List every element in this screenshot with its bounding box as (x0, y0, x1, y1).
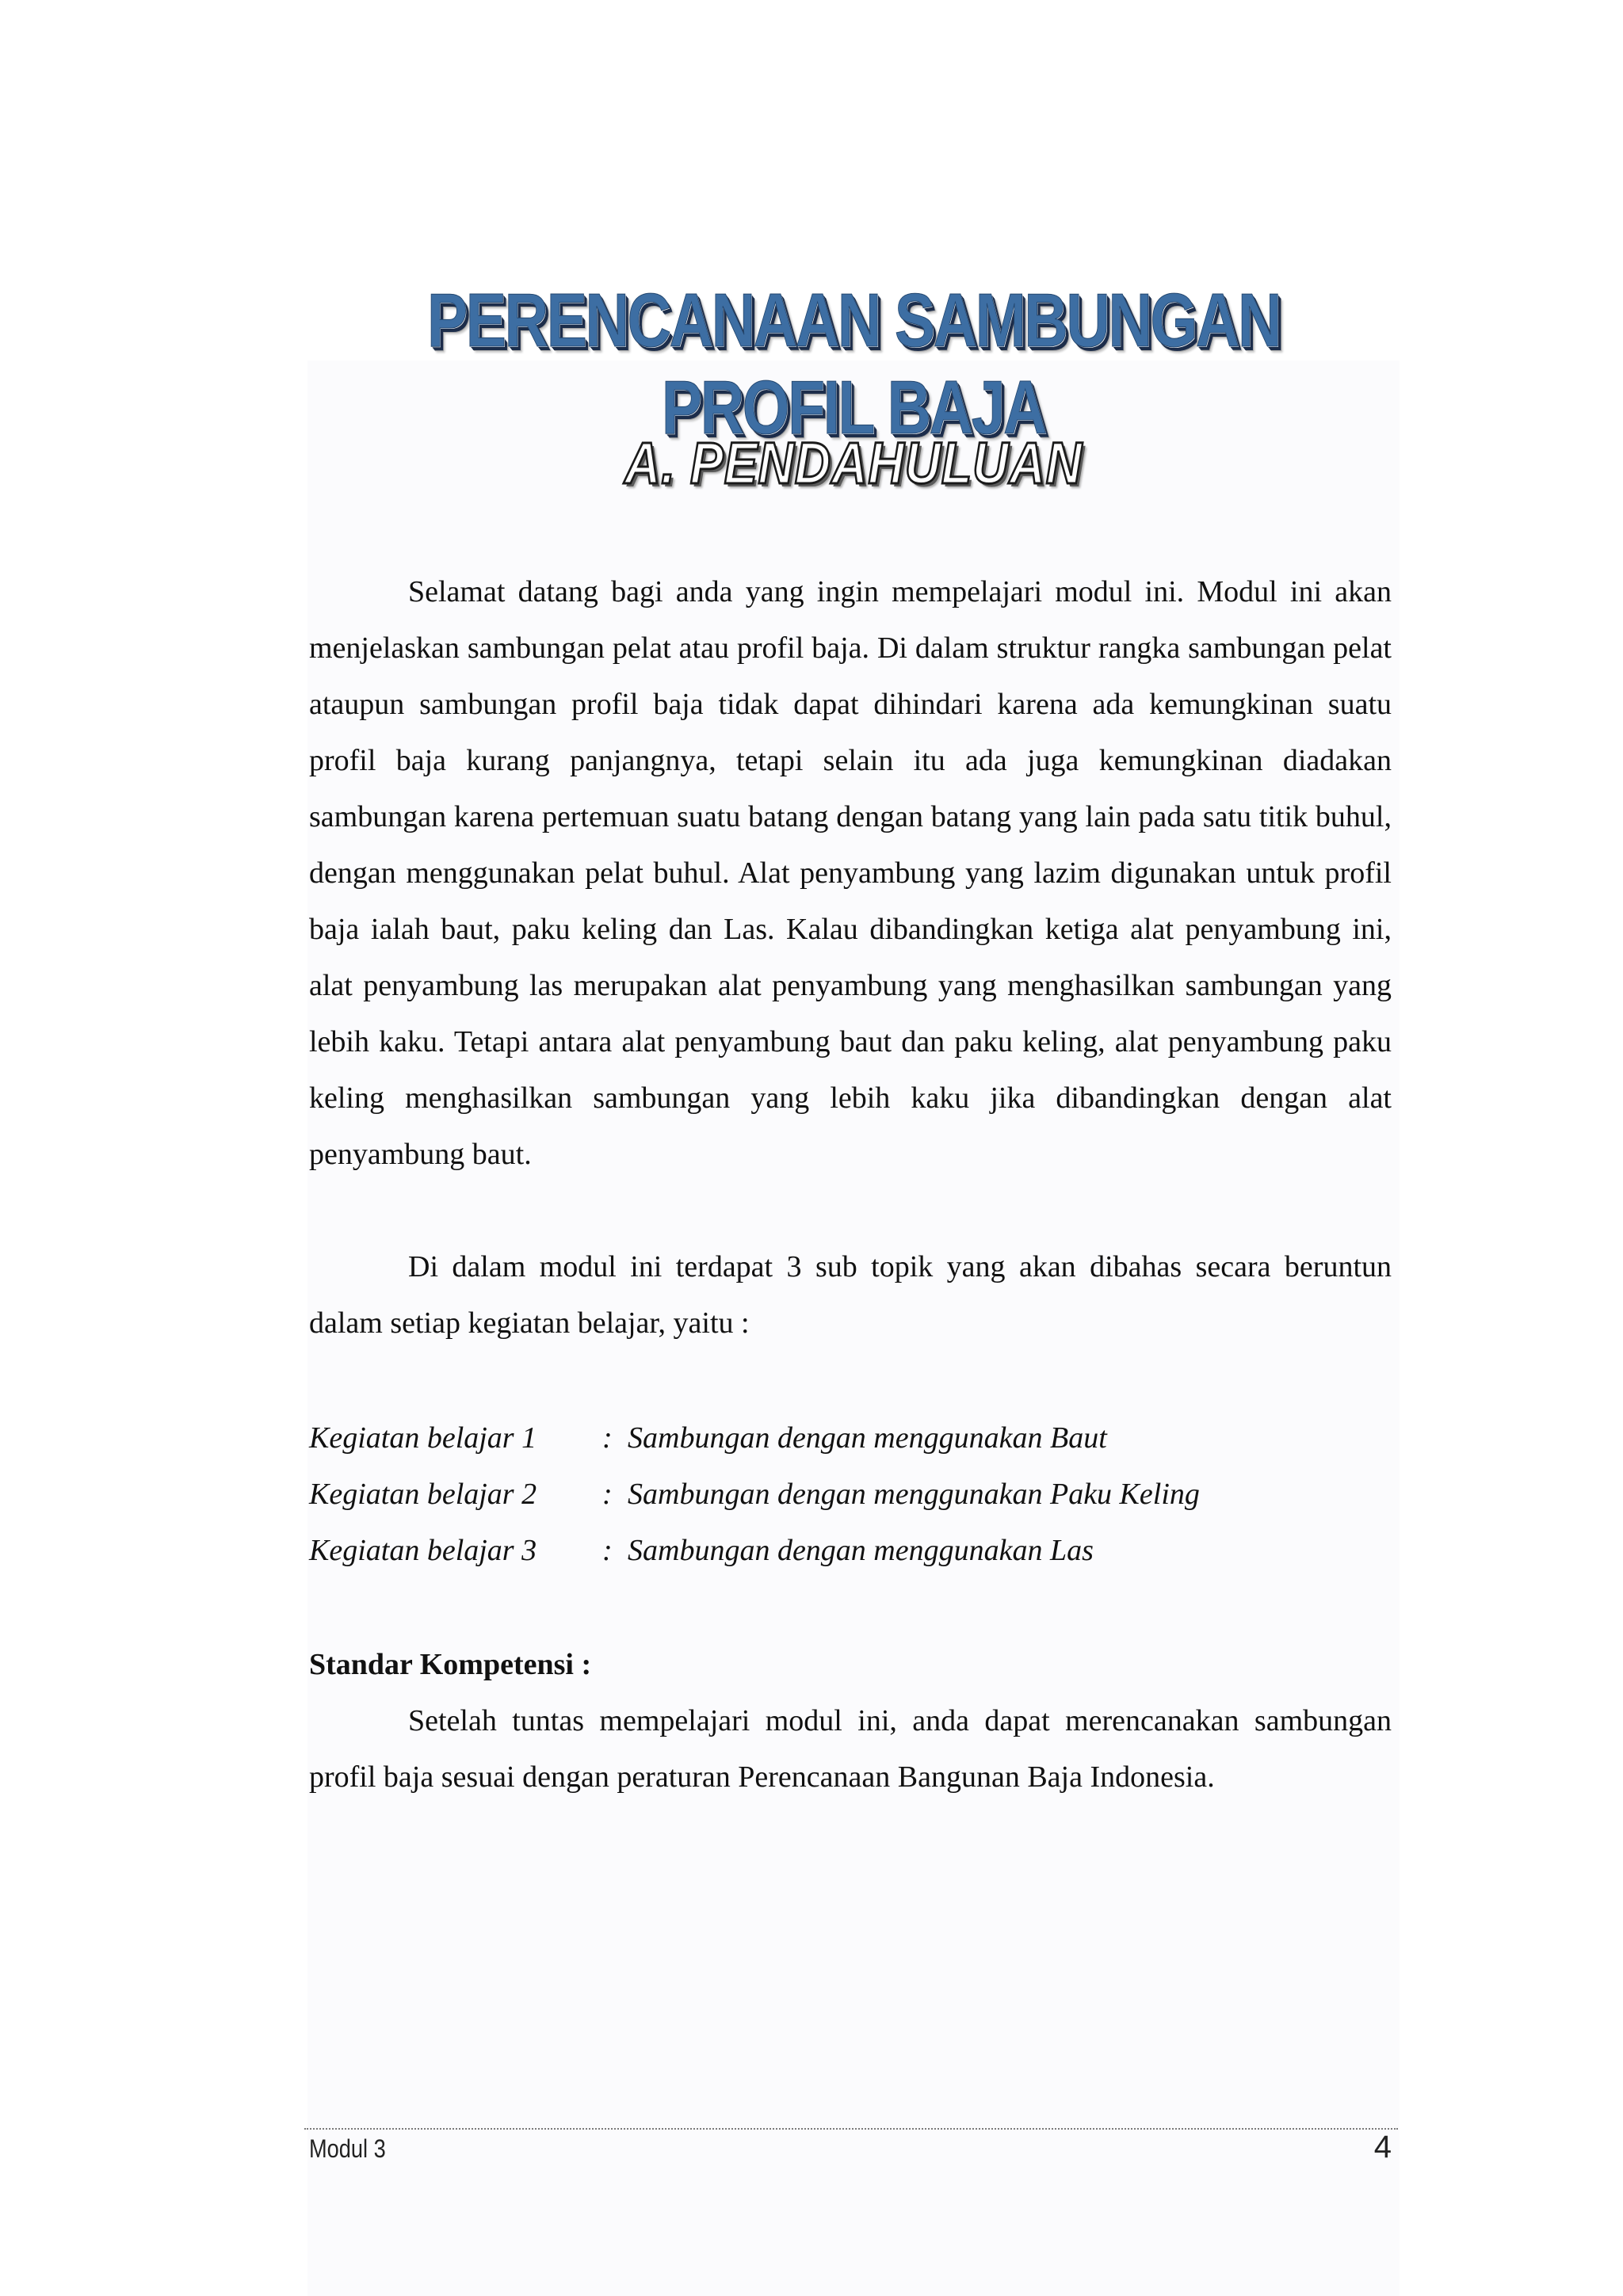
footer-module-label: Modul 3 (309, 2134, 386, 2163)
activity-label: Kegiatan belajar 2 (309, 1478, 537, 1511)
activity-description: Sambungan dengan menggunakan Las (628, 1534, 1094, 1567)
list-item (309, 1523, 1392, 1579)
activity-colon: : (602, 1421, 613, 1455)
activity-description: Sambungan dengan menggunakan Baut (628, 1421, 1107, 1455)
section-heading: A. PENDAHULUAN (624, 430, 1083, 496)
list-item (309, 1410, 1392, 1466)
activity-label: Kegiatan belajar 3 (309, 1534, 537, 1567)
competency-paragraph: Setelah tuntas mempelajari modul ini, anda dapat merencanakan sambungan profil baja sesuai dengan peraturan Perencanaan Bangunan Baja Indonesia. (309, 1704, 1392, 1794)
intro-paragraph: Selamat datang bagi anda yang ingin mempelajari modul ini. Modul ini akan menjelaskan sambungan pelat atau profil baja. Di dalam struktur rangka sambungan pelat ataupun sambungan profil baja tidak dapat dihindari karena ada kemungkinan suatu profil baja kurang panjangnya, tetapi selain itu ada juga kemungkinan diadakan sambungan karena pertemuan suatu batang dengan batang yang lain pada satu titik buhul, dengan menggunakan pelat buhul. Alat penyambung yang lazim digunakan untuk profil baja ialah baut, paku keling dan Las. Kalau dibandingkan ketiga alat penyambung ini, alat penyambung las merupakan alat penyambung yang menghasilkan sambungan yang lebih kaku. Tetapi antara alat penyambung baut dan paku keling, alat penyambung paku keling menghasilkan sambungan yang lebih kaku jika dibandingkan dengan alat penyambung baut. (309, 575, 1392, 1171)
page-number: 4 (1373, 2130, 1392, 2164)
activity-label: Kegiatan belajar 1 (309, 1421, 537, 1455)
footer-divider (304, 2128, 1398, 2130)
activity-colon: : (602, 1534, 613, 1567)
subtopic-paragraph: Di dalam modul ini terdapat 3 sub topik yang akan dibahas secara beruntun dalam setiap kegiatan belajar, yaitu : (309, 1250, 1392, 1340)
list-item (309, 1466, 1392, 1523)
activity-colon: : (602, 1478, 613, 1511)
competency-heading: Standar Kompetensi : (309, 1648, 592, 1681)
activity-description: Sambungan dengan menggunakan Paku Keling (628, 1478, 1200, 1511)
document-title: PERENCANAAN SAMBUNGAN PROFIL BAJA (426, 278, 1281, 450)
activity-list (309, 1410, 1392, 1579)
